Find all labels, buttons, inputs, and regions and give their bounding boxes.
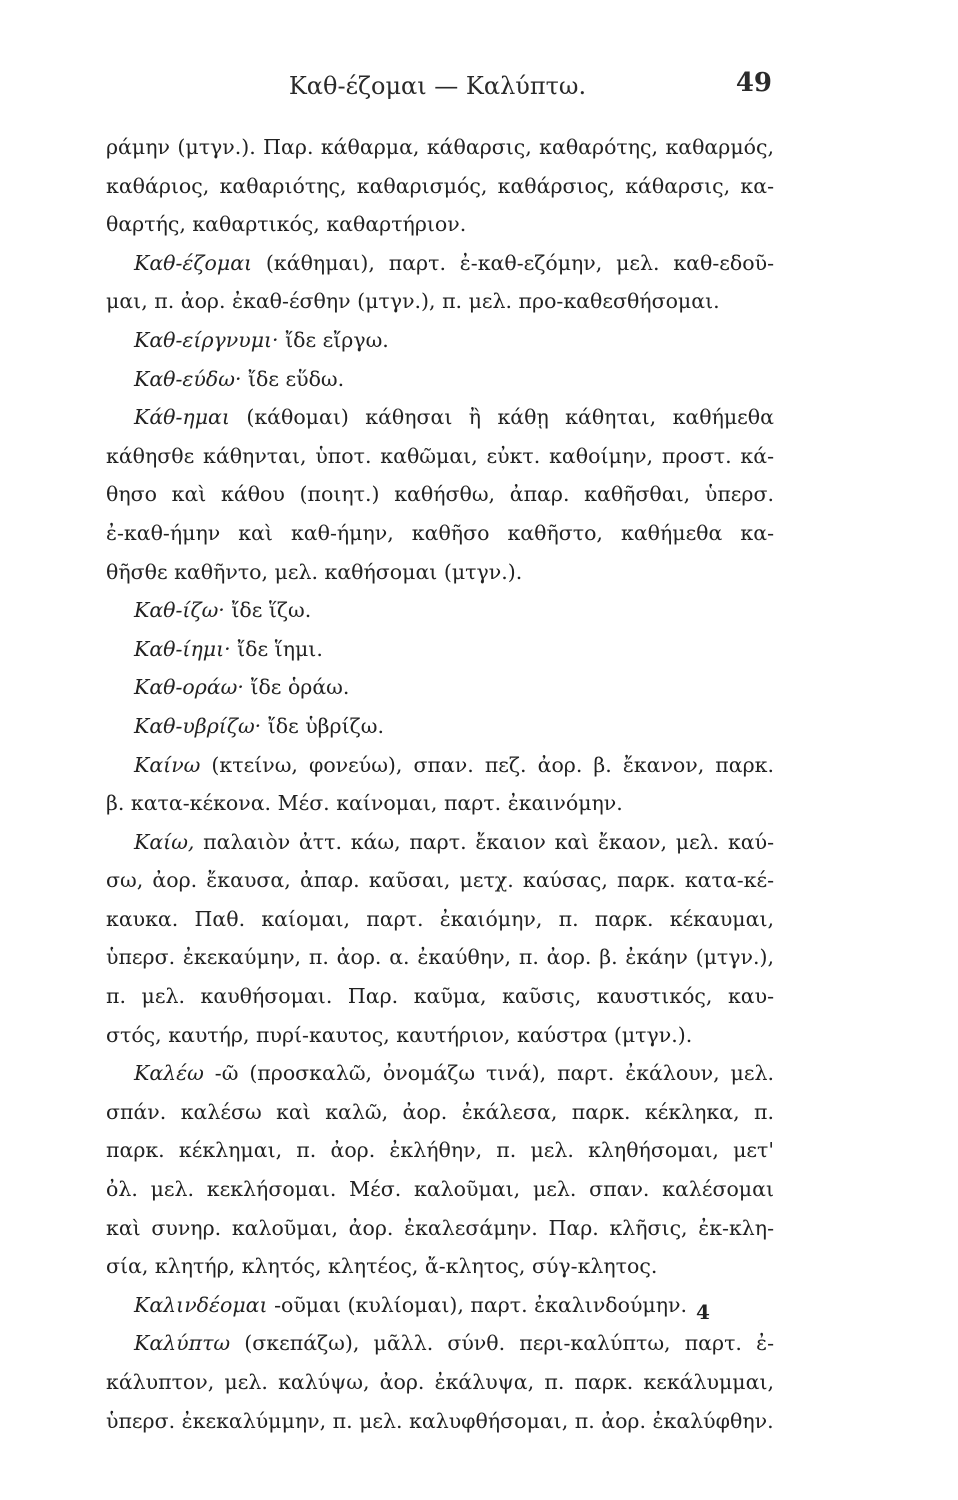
line-text: ἴδε ὁράω. bbox=[243, 675, 350, 700]
text-line bbox=[106, 128, 774, 167]
headword: Καθ-ίζω· bbox=[134, 598, 225, 623]
entry-line bbox=[106, 1324, 774, 1363]
text-line bbox=[106, 977, 774, 1016]
entry-line bbox=[106, 746, 774, 785]
text-line bbox=[106, 167, 774, 206]
line-text: θῆσθε καθῆντο, μελ. καθήσομαι (μτγν.). bbox=[106, 559, 523, 584]
text-line bbox=[106, 1209, 774, 1248]
line-text: β. κατα-κέκονα. Μέσ. καίνομαι, παρτ. ἐκαινόμην. bbox=[106, 791, 623, 816]
line-text: -οῦμαι (κυλίομαι), παρτ. ἐκαλινδούμην. bbox=[267, 1292, 688, 1317]
running-title: Καθ-έζομαι — Καλύπτω. bbox=[288, 72, 587, 100]
text-line bbox=[106, 784, 774, 823]
text-line bbox=[106, 1402, 774, 1441]
line-text: κάθησθε κάθηνται, ὑποτ. καθῶμαι, εὐκτ. καθοίμην, προστ. κά- bbox=[106, 443, 774, 468]
line-text: παρκ. κέκλημαι, π. ἀορ. ἐκλήθην, π. μελ. κληθήσομαι, μετ' bbox=[106, 1138, 774, 1163]
headword: Καθ-υβρίζω· bbox=[134, 713, 262, 738]
line-text: ὑπερσ. ἐκεκαύμην, π. ἀορ. α. ἐκαύθην, π. ἀορ. β. ἐκάην (μτγν.), bbox=[106, 945, 774, 970]
line-text: (κάθημαι), παρτ. ἐ-καθ-εζόμην, μελ. καθ-εδοῦ- bbox=[252, 250, 774, 275]
entry-line bbox=[106, 360, 774, 399]
page-number: 49 bbox=[735, 68, 772, 98]
line-text: (κάθομαι) κάθησαι ἢ κάθῃ κάθηται, καθήμεθα bbox=[229, 405, 774, 430]
headword: Καλέω bbox=[134, 1061, 204, 1086]
entry-line bbox=[106, 244, 774, 283]
line-text: ἴδε εἴργω. bbox=[278, 327, 389, 352]
dictionary-text bbox=[106, 128, 774, 1440]
line-text: θησο καὶ κάθου (ποιητ.) καθήσθω, ἀπαρ. καθῆσθαι, ὑπερσ. bbox=[106, 482, 774, 507]
text-line bbox=[106, 1170, 774, 1209]
headword: Κάθ-ημαι bbox=[134, 405, 230, 430]
line-text: σω, ἀορ. ἔκαυσα, ἀπαρ. καῦσαι, μετχ. καύσας, παρκ. κατα-κέ- bbox=[106, 868, 774, 893]
text-line bbox=[106, 1093, 774, 1132]
text-line bbox=[106, 437, 774, 476]
line-text: (σκεπάζω), μᾶλλ. σύνθ. περι-καλύπτω, παρτ. ἐ- bbox=[230, 1331, 774, 1356]
entry-line bbox=[106, 823, 774, 862]
line-text: στός, καυτήρ, πυρί-καυτος, καυτήριον, καύστρα (μτγν.). bbox=[106, 1022, 693, 1047]
entry-line bbox=[106, 1286, 774, 1325]
text-line bbox=[106, 553, 774, 592]
text-line bbox=[106, 475, 774, 514]
line-text: ἐ-καθ-ήμην καὶ καθ-ήμην, καθῆσο καθῆστο, καθήμεθα κα- bbox=[106, 520, 774, 545]
line-text: -ῶ (προσκαλῶ, ὀνομάζω τινά), παρτ. ἐκάλουν, μελ. bbox=[203, 1061, 774, 1086]
text-line bbox=[106, 1016, 774, 1055]
headword: Καλύπτω bbox=[134, 1331, 231, 1356]
text-line bbox=[106, 282, 774, 321]
entry-line bbox=[106, 591, 774, 630]
headword: Καθ-εύδω· bbox=[134, 366, 242, 391]
text-line bbox=[106, 205, 774, 244]
line-text: σπάν. καλέσω καὶ καλῶ, ἀορ. ἐκάλεσα, παρκ. κέκληκα, π. bbox=[106, 1099, 774, 1124]
entry-line bbox=[106, 707, 774, 746]
entry-line bbox=[106, 321, 774, 360]
headword: Καλινδέομαι bbox=[134, 1292, 268, 1317]
entry-line bbox=[106, 630, 774, 669]
headword: Καθ-οράω· bbox=[134, 675, 244, 700]
text-line bbox=[106, 900, 774, 939]
text-line bbox=[106, 938, 774, 977]
headword: Καθ-έζομαι bbox=[134, 250, 253, 275]
line-text: ὀλ. μελ. κεκλήσομαι. Μέσ. καλοῦμαι, μελ. σπαν. καλέσομαι bbox=[106, 1177, 774, 1202]
headword: Καίνω bbox=[134, 752, 201, 777]
line-text: καὶ συνηρ. καλοῦμαι, ἀορ. ἐκαλεσάμην. Παρ. κλῆσις, ἐκ-κλη- bbox=[106, 1215, 774, 1240]
signature-mark: 4 bbox=[696, 1300, 710, 1324]
line-text: ἴδε ἵζω. bbox=[224, 598, 312, 623]
entry-line bbox=[106, 668, 774, 707]
line-text: μαι, π. ἀορ. ἐκαθ-έσθην (μτγν.), π. μελ. προ-καθεσθήσομαι. bbox=[106, 289, 720, 314]
text-line bbox=[106, 861, 774, 900]
text-line bbox=[106, 514, 774, 553]
line-text: ἴδε ὑβρίζω. bbox=[261, 713, 384, 738]
line-text: παλαιὸν ἀττ. κάω, παρτ. ἔκαιον καὶ ἔκαον, μελ. καύ- bbox=[194, 829, 774, 854]
headword: Καθ-ίημι· bbox=[134, 636, 231, 661]
line-text: π. μελ. καυθήσομαι. Παρ. καῦμα, καῦσις, καυστικός, καυ- bbox=[106, 984, 774, 1009]
headword: Καθ-είργνυμι· bbox=[134, 327, 279, 352]
entry-line bbox=[106, 1054, 774, 1093]
entry-line bbox=[106, 398, 774, 437]
line-text: ράμην (μτγν.). Παρ. κάθαρμα, κάθαρσις, καθαρότης, καθαρμός, bbox=[106, 135, 774, 159]
line-text: ἴδε ἵημι. bbox=[230, 636, 323, 661]
text-line bbox=[106, 1131, 774, 1170]
line-text: καυκα. Παθ. καίομαι, παρτ. ἐκαιόμην, π. παρκ. κέκαυμαι, bbox=[106, 906, 774, 931]
text-line bbox=[106, 1363, 774, 1402]
line-text: ὑπερσ. ἐκεκαλύμμην, π. μελ. καλυφθήσομαι, π. ἀορ. ἐκαλύφθην. bbox=[106, 1408, 774, 1433]
line-text: κάλυπτον, μελ. καλύψω, ἀορ. ἐκάλυψα, π. παρκ. κεκάλυμμαι, bbox=[106, 1370, 774, 1394]
line-text: (κτείνω, φονεύω), σπαν. πεζ. ἀορ. β. ἔκανον, παρκ. bbox=[200, 752, 774, 777]
line-text: καθάριος, καθαριότης, καθαρισμός, καθάρσιος, κάθαρσις, κα- bbox=[106, 173, 774, 198]
line-text: θαρτής, καθαρτικός, καθαρτήριον. bbox=[106, 212, 467, 237]
line-text: ἴδε εὕδω. bbox=[241, 366, 345, 391]
headword: Καίω, bbox=[134, 829, 195, 854]
line-text: σία, κλητήρ, κλητός, κλητέος, ἄ-κλητος, σύγ-κλητος. bbox=[106, 1254, 658, 1279]
text-line bbox=[106, 1247, 774, 1286]
